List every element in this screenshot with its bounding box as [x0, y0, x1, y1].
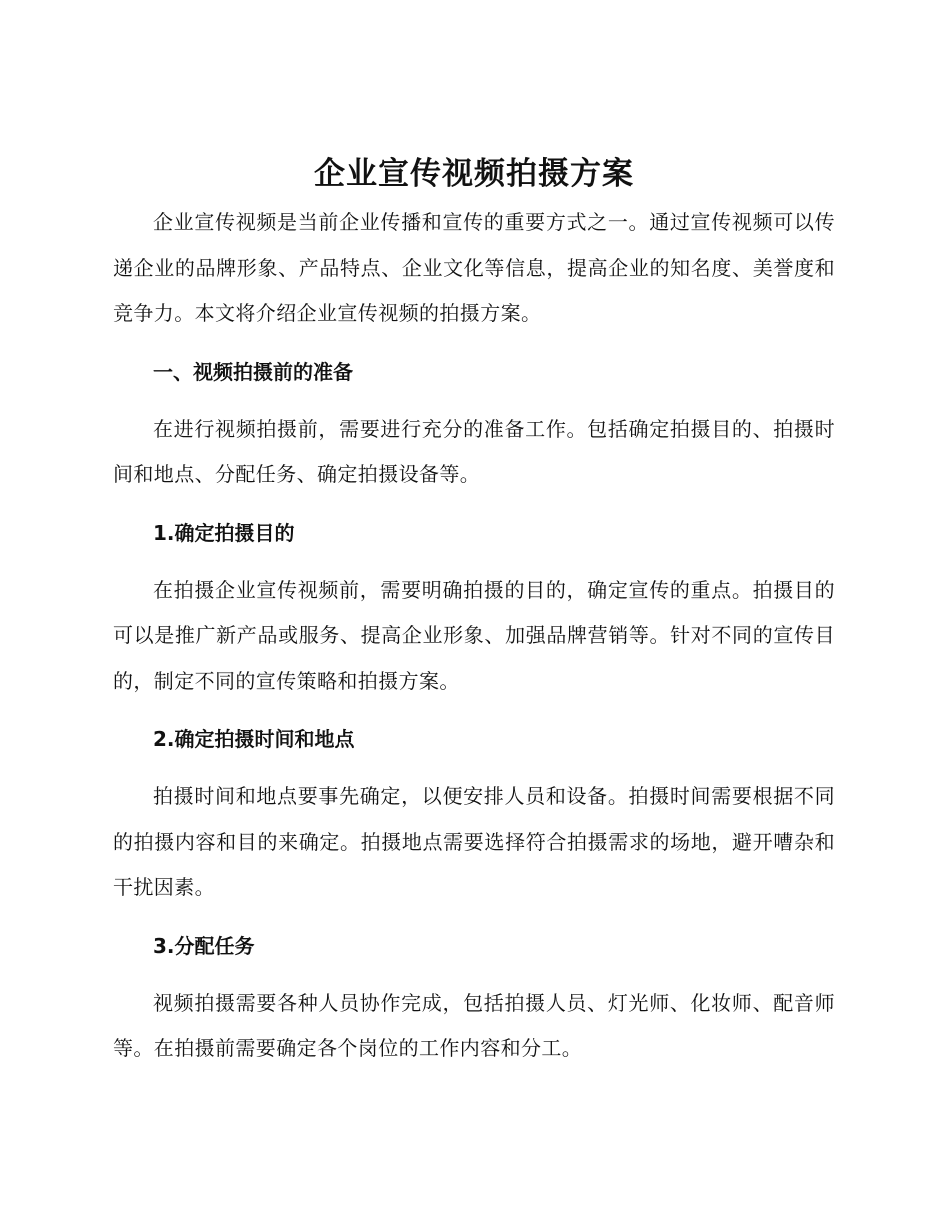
section-heading-preparation: 一、视频拍摄前的准备 — [153, 359, 353, 384]
document-content — [113, 150, 835, 1072]
section-heading-time-location: 2.确定拍摄时间和地点 — [153, 727, 355, 751]
section-heading-purpose: 1.确定拍摄目的 — [153, 520, 295, 545]
document-title: 企业宣传视频拍摄方案 — [314, 156, 634, 192]
section-body-purpose: 在拍摄企业宣传视频前，需要明确拍摄的目的，确定宣传的重点。拍摄目的可以是推广新产品或服务、提高企业形象、加强品牌营销等。针对不同的宣传目的，制定不同的宣传策略和拍摄方案。 — [113, 577, 835, 693]
section-body-preparation: 在进行视频拍摄前，需要进行充分的准备工作。包括确定拍摄目的、拍摄时间和地点、分配任务、确定拍摄设备等。 — [113, 416, 835, 486]
section-body-tasks: 视频拍摄需要各种人员协作完成，包括拍摄人员、灯光师、化妆师、配音师等。在拍摄前需要确定各个岗位的工作内容和分工。 — [113, 990, 835, 1060]
section-heading-tasks: 3.分配任务 — [153, 933, 255, 958]
section-body-time-location: 拍摄时间和地点要事先确定，以便安排人员和设备。拍摄时间需要根据不同的拍摄内容和目的来确定。拍摄地点需要选择符合拍摄需求的场地，避开嘈杂和干扰因素。 — [113, 784, 835, 899]
intro-paragraph: 企业宣传视频是当前企业传播和宣传的重要方式之一。通过宣传视频可以传递企业的品牌形象、产品特点、企业文化等信息，提高企业的知名度、美誉度和竞争力。本文将介绍企业宣传视频的拍摄方案。 — [113, 210, 835, 325]
